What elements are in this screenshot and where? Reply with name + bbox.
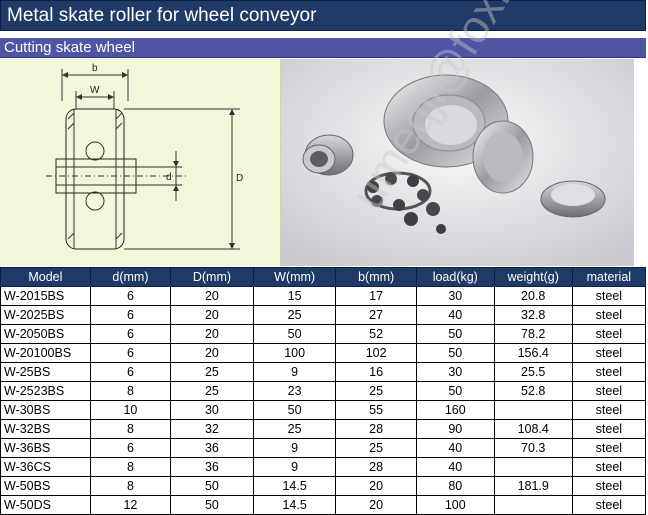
table-row xyxy=(1,458,646,477)
table-cell: 80 xyxy=(416,477,494,496)
table-cell: 15 xyxy=(253,287,336,306)
table-cell: steel xyxy=(572,458,645,477)
table-cell: 16 xyxy=(336,363,416,382)
table-cell: 156.4 xyxy=(494,344,572,363)
table-cell: 20 xyxy=(336,477,416,496)
table-cell: 50 xyxy=(253,401,336,420)
model-cell: W-20100BS xyxy=(1,344,91,363)
table-cell: 20.8 xyxy=(494,287,572,306)
table-cell: 50 xyxy=(416,382,494,401)
table-cell: 25 xyxy=(336,382,416,401)
table-cell: steel xyxy=(572,439,645,458)
table-row xyxy=(1,382,646,401)
table-cell: 52.8 xyxy=(494,382,572,401)
table-cell: 52 xyxy=(336,325,416,344)
table-cell: 25 xyxy=(171,363,254,382)
model-cell: W-32BS xyxy=(1,420,91,439)
column-header: weight(g) xyxy=(494,268,572,287)
table-cell: 50 xyxy=(416,344,494,363)
column-header: material xyxy=(572,268,645,287)
model-cell: W-36BS xyxy=(1,439,91,458)
table-row xyxy=(1,325,646,344)
header-row xyxy=(1,268,646,287)
table-cell: 32 xyxy=(171,420,254,439)
column-header: b(mm) xyxy=(336,268,416,287)
table-cell: 8 xyxy=(90,382,170,401)
column-header: W(mm) xyxy=(253,268,336,287)
table-cell: 20 xyxy=(171,344,254,363)
table-cell: steel xyxy=(572,496,645,515)
table-cell: 10 xyxy=(90,401,170,420)
table-cell: 30 xyxy=(416,363,494,382)
dim-b-label: b xyxy=(92,63,98,74)
table-row xyxy=(1,306,646,325)
table-cell: 12 xyxy=(90,496,170,515)
table-cell: 40 xyxy=(416,306,494,325)
technical-drawing xyxy=(0,59,281,266)
model-cell: W-25BS xyxy=(1,363,91,382)
table-cell: 32.8 xyxy=(494,306,572,325)
table-cell: 14.5 xyxy=(253,496,336,515)
table-cell: 78.2 xyxy=(494,325,572,344)
dim-w-label: W xyxy=(90,85,100,96)
table-row xyxy=(1,420,646,439)
column-header: D(mm) xyxy=(171,268,254,287)
table-cell: 40 xyxy=(416,458,494,477)
table-cell: 28 xyxy=(336,458,416,477)
table-cell: steel xyxy=(572,401,645,420)
table-cell: 40 xyxy=(416,439,494,458)
table-cell: 50 xyxy=(171,477,254,496)
column-header: load(kg) xyxy=(416,268,494,287)
table-row xyxy=(1,287,646,306)
column-header: Model xyxy=(1,268,91,287)
roller-drawing-svg xyxy=(0,59,280,266)
model-cell: W-30BS xyxy=(1,401,91,420)
spec-table xyxy=(0,267,646,515)
table-cell: 25 xyxy=(253,306,336,325)
model-cell: W-2050BS xyxy=(1,325,91,344)
photo-margin xyxy=(634,59,648,266)
table-cell: 8 xyxy=(90,458,170,477)
table-cell: 36 xyxy=(171,439,254,458)
table-cell xyxy=(494,496,572,515)
table-cell: 100 xyxy=(253,344,336,363)
column-header: d(mm) xyxy=(90,268,170,287)
table-cell: 30 xyxy=(416,287,494,306)
table-cell: 160 xyxy=(416,401,494,420)
table-cell: 108.4 xyxy=(494,420,572,439)
table-cell: 28 xyxy=(336,420,416,439)
model-cell: W-36CS xyxy=(1,458,91,477)
table-cell: 9 xyxy=(253,439,336,458)
table-cell xyxy=(494,401,572,420)
model-cell: W-2015BS xyxy=(1,287,91,306)
table-cell: 25 xyxy=(336,439,416,458)
table-row xyxy=(1,496,646,515)
table-cell: 20 xyxy=(171,306,254,325)
table-cell: 25 xyxy=(171,382,254,401)
table-row xyxy=(1,344,646,363)
table-cell: 8 xyxy=(90,477,170,496)
table-cell: 6 xyxy=(90,325,170,344)
table-cell: 9 xyxy=(253,363,336,382)
table-cell: steel xyxy=(572,363,645,382)
table-cell: 100 xyxy=(416,496,494,515)
table-cell: 6 xyxy=(90,306,170,325)
table-cell: 6 xyxy=(90,344,170,363)
table-cell: 9 xyxy=(253,458,336,477)
table-cell: 36 xyxy=(171,458,254,477)
table-cell: steel xyxy=(572,306,645,325)
table-cell: 20 xyxy=(171,325,254,344)
roller-photo-svg xyxy=(281,59,634,266)
table-cell: 17 xyxy=(336,287,416,306)
table-cell: steel xyxy=(572,325,645,344)
table-cell: 6 xyxy=(90,439,170,458)
page-title: Metal skate roller for wheel conveyor xyxy=(0,0,646,31)
model-cell: W-2025BS xyxy=(1,306,91,325)
table-row xyxy=(1,401,646,420)
table-row xyxy=(1,363,646,382)
table-cell: steel xyxy=(572,344,645,363)
table-cell: 14.5 xyxy=(253,477,336,496)
dim-d-label: d xyxy=(166,172,172,183)
product-photo xyxy=(281,59,634,266)
table-row xyxy=(1,439,646,458)
table-cell: 25 xyxy=(253,420,336,439)
table-cell: steel xyxy=(572,477,645,496)
table-cell: 55 xyxy=(336,401,416,420)
table-cell: 6 xyxy=(90,363,170,382)
table-cell: 50 xyxy=(171,496,254,515)
model-cell: W-50BS xyxy=(1,477,91,496)
table-cell: 20 xyxy=(171,287,254,306)
table-cell: 70.3 xyxy=(494,439,572,458)
table-cell: steel xyxy=(572,287,645,306)
table-cell xyxy=(494,458,572,477)
table-cell: 90 xyxy=(416,420,494,439)
table-row xyxy=(1,477,646,496)
table-cell: 30 xyxy=(171,401,254,420)
table-cell: 25.5 xyxy=(494,363,572,382)
table-cell: 8 xyxy=(90,420,170,439)
table-cell: 50 xyxy=(253,325,336,344)
dim-D-label: D xyxy=(236,173,244,184)
table-cell: steel xyxy=(572,382,645,401)
table-cell: 181.9 xyxy=(494,477,572,496)
table-cell: 6 xyxy=(90,287,170,306)
table-cell: steel xyxy=(572,420,645,439)
table-cell: 20 xyxy=(336,496,416,515)
table-cell: 102 xyxy=(336,344,416,363)
table-cell: 50 xyxy=(416,325,494,344)
table-cell: 27 xyxy=(336,306,416,325)
model-cell: W-2523BS xyxy=(1,382,91,401)
table-cell: 23 xyxy=(253,382,336,401)
section-title: Cutting skate wheel xyxy=(0,38,646,58)
model-cell: W-50DS xyxy=(1,496,91,515)
